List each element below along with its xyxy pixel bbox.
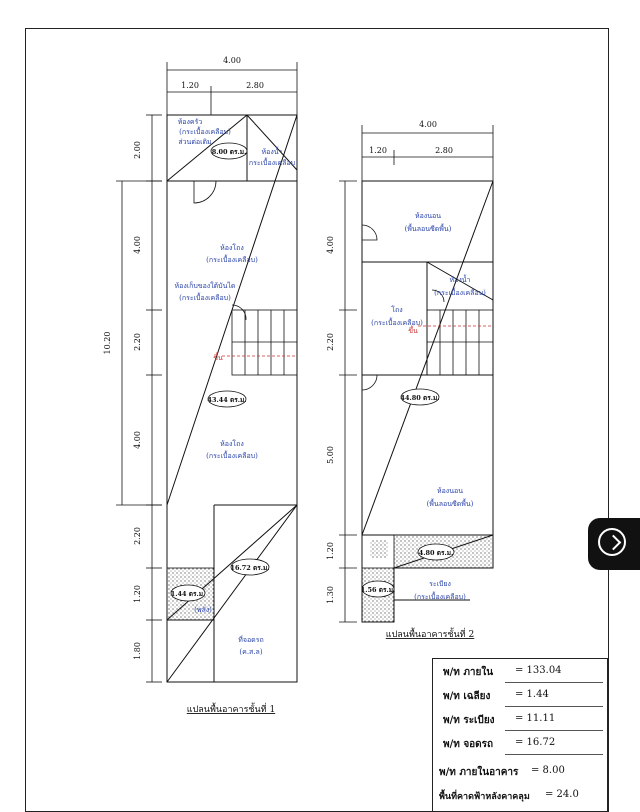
summary-row-label: พ/ท ภายในอาคาร	[439, 767, 519, 778]
summary-row	[433, 661, 609, 683]
plan1-dim-left-3: 2.20	[133, 333, 142, 351]
plan2-dim-top-total: 4.00	[419, 120, 437, 129]
summary-row	[433, 761, 609, 783]
plan2-area-balcony: 1.56 ตร.ม.	[360, 586, 396, 594]
summary-row-value: = 24.0	[545, 789, 579, 800]
plan2-room-balcony: ระเบียง	[429, 580, 451, 588]
summary-row	[433, 709, 609, 731]
plan2-room-bed2-floor: (พื้นลอนซีดพื้น)	[426, 500, 474, 508]
summary-row-value: = 133.04	[515, 665, 562, 676]
summary-row	[433, 685, 609, 707]
plan2-dim-left-4: 1.20	[326, 542, 335, 560]
plan1-area-small: 1.44 ตร.ม.	[170, 590, 206, 598]
summary-row	[433, 785, 609, 807]
plan2-room-balcony-floor: (กระเบื้องเคลือบ)	[414, 593, 466, 601]
plan1-room-parking: ที่จอดรถ	[238, 636, 264, 644]
plan1-area-parking: 16.72 ตร.ม.	[230, 564, 270, 572]
next-image-button[interactable]	[588, 518, 640, 570]
plan2-stair-up: ขึ้น	[408, 327, 418, 335]
plan1-dim-left-6: 1.20	[133, 585, 142, 603]
plan2-room-hall: โถง	[391, 306, 403, 314]
plan2-dim-left-3: 5.00	[326, 446, 335, 464]
area-summary-table	[432, 658, 608, 812]
plan1-room-storage-floor: (กระเบื้องเคลือบ)	[179, 294, 231, 302]
summary-row-label: พื้นที่คาดฟ้าหลังคาคลุม	[439, 792, 530, 802]
plan1-dim-left-7: 1.80	[133, 642, 142, 660]
plan2-title: แปลนพื้นอาคารชั้นที่ 2	[385, 630, 475, 640]
plan2-doors	[362, 225, 444, 390]
summary-row-label: พ/ท เฉลียง	[443, 691, 491, 702]
summary-row-value: = 16.72	[515, 737, 556, 748]
summary-row-value: = 8.00	[531, 765, 565, 776]
plan1-stairs	[222, 310, 297, 375]
plan1-area-small-label: (พลัง)	[194, 606, 212, 614]
plan2-room-bed2: ห้องนอน	[436, 487, 464, 495]
plan2-room-bed1-floor: (พื้นลอนซีดพื้น)	[404, 225, 452, 233]
plan1-room-hall2-floor: (กระเบื้องเคลือบ)	[206, 452, 258, 460]
plan1-room-storage: ห้องเก็บของใต้บันได	[174, 282, 236, 290]
summary-row-label: พ/ท ภายใน	[443, 667, 494, 678]
summary-row-label: พ/ท จอดรถ	[443, 739, 494, 750]
plan1-room-hall2: ห้องโถง	[220, 440, 244, 448]
summary-row-label: พ/ท ระเบียง	[443, 715, 495, 726]
plan1-dim-left-1: 2.00	[133, 141, 142, 159]
plan2-room-bath: ห้องน้ำ	[449, 276, 471, 284]
plan1-room-kitchen: ห้องครัว	[177, 118, 203, 126]
plan1-area-main: 43.44 ตร.ม.	[207, 396, 247, 404]
plan2-area-terrace: 4.80 ตร.ม.	[418, 549, 454, 557]
plan1-area-extension: 8.00 ตร.ม.	[211, 148, 247, 156]
plan1-room-parking-floor: (ค.ส.ล)	[239, 648, 263, 656]
plan1-room-bath: ห้องน้ำ	[261, 148, 283, 156]
plan1-room-hall: ห้องโถง	[220, 244, 244, 252]
plan1-dim-outer: 10.20	[103, 331, 112, 355]
plan2-shaft-hatch	[370, 540, 388, 558]
plan1-dim-left-5: 2.20	[133, 527, 142, 545]
plan2-room-hall-floor: (กระเบื้องเคลือบ)	[371, 319, 423, 327]
plan1-room-bath-floor: กระเบื้องเคลือบ	[248, 159, 296, 167]
plan2-dim-top-b: 2.80	[435, 146, 453, 155]
plan2-room-bed1: ห้องนอน	[414, 212, 442, 220]
plan1-stair-up: ขึ้น	[213, 354, 223, 362]
plan1-dim-left-4: 4.00	[133, 431, 142, 449]
plan1-room-kitchen-floor: (กระเบื้องเคลือบ)	[179, 128, 231, 136]
plan1-dim-top-total: 4.00	[223, 56, 241, 65]
plan2-dim-top-a: 1.20	[369, 146, 387, 155]
plan1-room-labels	[171, 118, 295, 715]
plan1-dim-top-b: 2.80	[246, 81, 264, 90]
plan1-title: แปลนพื้นอาคารชั้นที่ 1	[186, 705, 276, 715]
summary-row	[433, 733, 609, 755]
plan2-dim-left-2: 2.20	[326, 333, 335, 351]
plan1-room-extension: ส่วนต่อเติม	[178, 138, 212, 146]
plan2-stairs	[418, 310, 493, 375]
plan2-area-main: 44.80 ตร.ม.	[400, 394, 440, 402]
plan2-room-bath-floor: (กระเบื้องเคลือบ)	[434, 289, 486, 297]
plan2-dim-left-1: 4.00	[326, 236, 335, 254]
plan1-dim-left-2: 4.00	[133, 236, 142, 254]
summary-row-value: = 1.44	[515, 689, 549, 700]
summary-row-value: = 11.11	[515, 713, 556, 724]
plan1-room-hall-floor: (กระเบื้องเคลือบ)	[206, 256, 258, 264]
plan1-dim-top-a: 1.20	[181, 81, 199, 90]
plan2-dim-left-5: 1.30	[326, 586, 335, 604]
